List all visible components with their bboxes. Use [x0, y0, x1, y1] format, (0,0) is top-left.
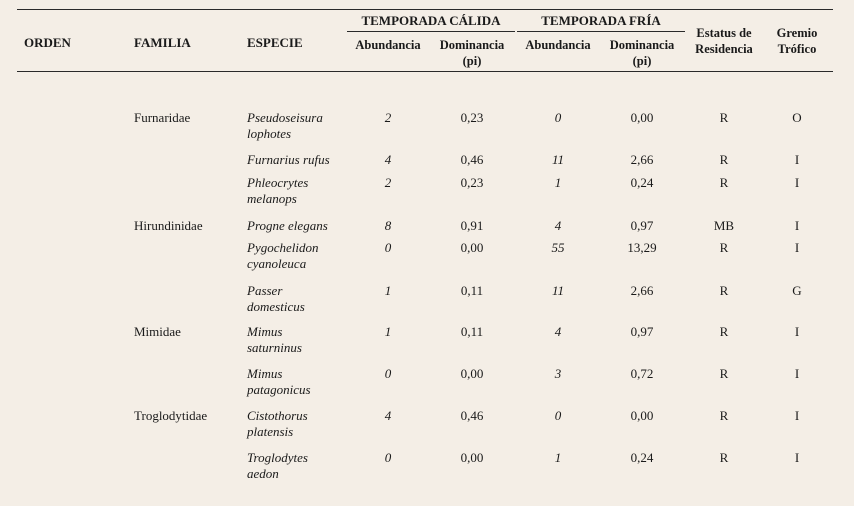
- col-header-familia: FAMILIA: [134, 35, 191, 50]
- abundancia-calida-cell: 4: [384, 408, 392, 423]
- especie-cell: [247, 450, 347, 482]
- especie-cell: [247, 110, 347, 142]
- col-header-abundancia-fria: Abundancia: [525, 38, 591, 52]
- residencia-cell: MB: [713, 218, 735, 233]
- header-bottom-rule: [17, 71, 833, 72]
- especie-line-1: Pseudoseisura: [247, 110, 323, 125]
- especie-cell: [247, 324, 347, 356]
- fria-group-rule: [517, 31, 685, 32]
- dominancia-fria-cell: 0,97: [630, 218, 654, 233]
- dominancia-fria-cell: 13,29: [627, 240, 657, 255]
- especie-line-1: Phleocrytes: [247, 175, 309, 190]
- dominancia-fria-cell: 0,72: [630, 366, 654, 381]
- especie-cell: [247, 175, 347, 207]
- gremio-cell: I: [794, 408, 800, 423]
- especie-line-2: aedon: [247, 466, 279, 481]
- estatus-label-line1: Estatus de: [696, 26, 752, 40]
- dominancia-calida-cell: 0,11: [460, 324, 484, 339]
- dominancia-calida-cell: 0,00: [460, 366, 484, 381]
- especie-line-2: melanops: [247, 191, 297, 206]
- especie-line-2: patagonicus: [247, 382, 311, 397]
- especie-line-1: Troglodytes: [247, 450, 308, 465]
- abundancia-fria-cell: 4: [554, 324, 562, 339]
- dominancia-fria-cell: 0,97: [630, 324, 654, 339]
- dominancia-label: Dominancia: [609, 38, 675, 52]
- abundancia-calida-cell: 4: [384, 152, 392, 167]
- group-header-temporada-calida: TEMPORADA CÁLIDA: [361, 13, 501, 28]
- residencia-cell: R: [719, 366, 729, 381]
- familia-cell: Troglodytidae: [134, 408, 208, 423]
- residencia-cell: R: [719, 240, 729, 255]
- residencia-cell: R: [719, 152, 729, 167]
- especie-cell: [247, 283, 347, 315]
- dominancia-calida-cell: 0,46: [460, 408, 484, 423]
- estatus-label-line2: Residencia: [695, 42, 753, 56]
- abundancia-fria-cell: 11: [551, 283, 565, 298]
- col-header-gremio-trofico: [766, 25, 828, 57]
- col-header-dominancia-calida: [432, 37, 512, 69]
- especie-cell: [247, 408, 347, 440]
- abundancia-fria-cell: 0: [554, 408, 562, 423]
- dominancia-fria-cell: 2,66: [630, 283, 654, 298]
- abundancia-calida-cell: 2: [384, 110, 392, 125]
- especie-line-1: Cistothorus: [247, 408, 308, 423]
- dominancia-fria-cell: 0,24: [630, 175, 654, 190]
- residencia-cell: R: [719, 175, 729, 190]
- header-top-rule: [17, 9, 833, 10]
- abundancia-fria-cell: 55: [551, 240, 565, 255]
- col-header-dominancia-fria: [602, 37, 682, 69]
- especie-line-2: lophotes: [247, 126, 292, 141]
- gremio-cell: I: [794, 175, 800, 190]
- abundancia-fria-cell: 1: [554, 450, 562, 465]
- residencia-cell: R: [719, 408, 729, 423]
- dominancia-unit: (pi): [462, 54, 482, 68]
- gremio-cell: I: [794, 152, 800, 167]
- especie-line-1: Passer: [247, 283, 283, 298]
- especie-line-1: Furnarius rufus: [247, 152, 330, 167]
- gremio-cell: I: [794, 324, 800, 339]
- especie-line-1: Progne elegans: [247, 218, 328, 233]
- dominancia-unit: (pi): [632, 54, 652, 68]
- calida-group-rule: [347, 31, 515, 32]
- dominancia-calida-cell: 0,23: [460, 110, 484, 125]
- especie-cell: [247, 366, 347, 398]
- abundancia-calida-cell: 8: [384, 218, 392, 233]
- dominancia-fria-cell: 0,24: [630, 450, 654, 465]
- residencia-cell: R: [719, 324, 729, 339]
- dominancia-calida-cell: 0,00: [460, 240, 484, 255]
- especie-line-1: Mimus: [247, 324, 283, 339]
- col-header-orden: ORDEN: [24, 35, 71, 50]
- especie-cell: [247, 152, 347, 168]
- especie-cell: [247, 240, 347, 272]
- familia-cell: Furnaridae: [134, 110, 191, 125]
- especie-cell: [247, 218, 347, 234]
- gremio-cell: I: [794, 218, 800, 233]
- especie-line-2: saturninus: [247, 340, 302, 355]
- gremio-cell: I: [794, 450, 800, 465]
- gremio-cell: O: [792, 110, 802, 125]
- especie-line-2: platensis: [247, 424, 294, 439]
- col-header-abundancia-calida: Abundancia: [355, 38, 421, 52]
- col-header-estatus-residencia: [688, 25, 760, 57]
- residencia-cell: R: [719, 110, 729, 125]
- dominancia-calida-cell: 0,23: [460, 175, 484, 190]
- dominancia-calida-cell: 0,00: [460, 450, 484, 465]
- dominancia-calida-cell: 0,46: [460, 152, 484, 167]
- abundancia-fria-cell: 0: [554, 110, 562, 125]
- familia-cell: Hirundinidae: [134, 218, 203, 233]
- dominancia-fria-cell: 2,66: [630, 152, 654, 167]
- dominancia-fria-cell: 0,00: [630, 110, 654, 125]
- gremio-cell: I: [794, 240, 800, 255]
- abundancia-calida-cell: 2: [384, 175, 392, 190]
- especie-line-1: Pygochelidon: [247, 240, 319, 255]
- gremio-cell: I: [794, 366, 800, 381]
- abundancia-calida-cell: 0: [384, 366, 392, 381]
- abundancia-fria-cell: 1: [554, 175, 562, 190]
- abundancia-calida-cell: 1: [384, 283, 392, 298]
- gremio-label-line1: Gremio: [776, 26, 818, 40]
- especie-line-2: cyanoleuca: [247, 256, 307, 271]
- residencia-cell: R: [719, 450, 729, 465]
- dominancia-calida-cell: 0,11: [460, 283, 484, 298]
- abundancia-fria-cell: 11: [551, 152, 565, 167]
- col-header-especie: ESPECIE: [247, 35, 303, 50]
- group-header-temporada-fria: TEMPORADA FRÍA: [541, 13, 661, 28]
- especie-line-2: domesticus: [247, 299, 305, 314]
- abundancia-calida-cell: 1: [384, 324, 392, 339]
- abundancia-fria-cell: 4: [554, 218, 562, 233]
- abundancia-calida-cell: 0: [384, 450, 392, 465]
- dominancia-fria-cell: 0,00: [630, 408, 654, 423]
- abundancia-calida-cell: 0: [384, 240, 392, 255]
- especie-line-1: Mimus: [247, 366, 283, 381]
- residencia-cell: R: [719, 283, 729, 298]
- gremio-label-line2: Trófico: [777, 42, 817, 56]
- familia-cell: Mimidae: [134, 324, 181, 339]
- gremio-cell: G: [792, 283, 802, 298]
- abundancia-fria-cell: 3: [554, 366, 562, 381]
- dominancia-label: Dominancia: [439, 38, 505, 52]
- dominancia-calida-cell: 0,91: [460, 218, 484, 233]
